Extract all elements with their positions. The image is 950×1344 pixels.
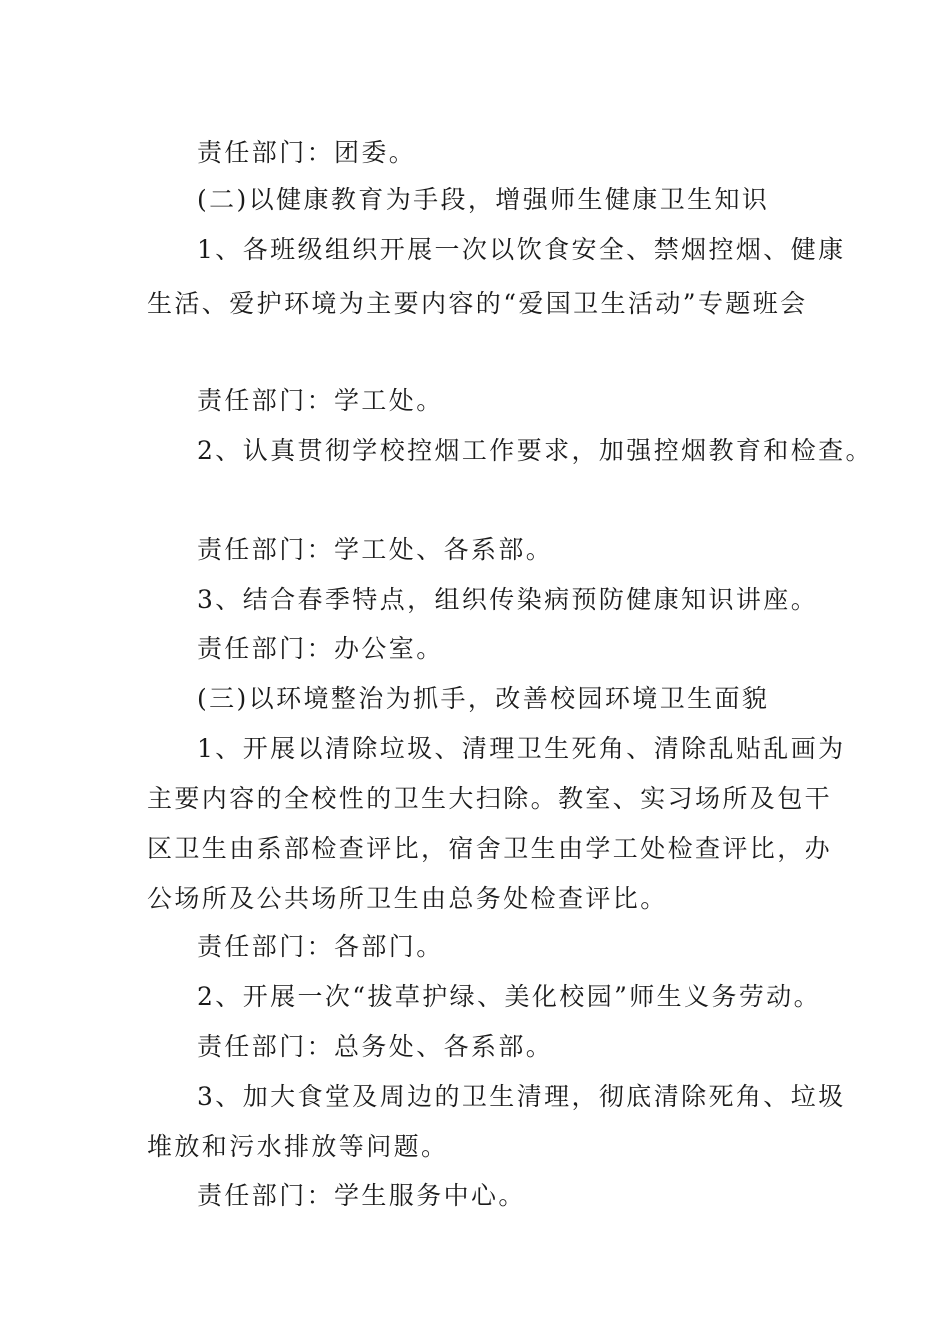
responsible-dept-line: 责任部门：学生服务中心。: [197, 1181, 526, 1210]
section-heading: (二)以健康教育为手段，增强师生健康卫生知识: [197, 185, 770, 214]
item-text: 1、各班级组织开展一次以饮食安全、禁烟控烟、健康: [197, 235, 846, 264]
responsible-dept-line: 责任部门：各部门。: [197, 932, 444, 961]
item-text: 1、开展以清除垃圾、清理卫生死角、清除乱贴乱画为: [197, 734, 846, 763]
item-text: 3、加大食堂及周边的卫生清理，彻底清除死角、垃圾: [197, 1082, 846, 1111]
item-text-continued: 生活、爱护环境为主要内容的“爱国卫生活动”专题班会: [147, 289, 808, 318]
responsible-dept-line: 责任部门：办公室。: [197, 634, 444, 663]
item-text-continued: 公场所及公共场所卫生由总务处检查评比。: [147, 884, 668, 913]
item-text-continued: 堆放和污水排放等问题。: [147, 1132, 449, 1161]
item-text: 2、认真贯彻学校控烟工作要求，加强控烟教育和检查。: [197, 436, 873, 465]
responsible-dept-line: 责任部门：学工处。: [197, 386, 444, 415]
item-text-continued: 主要内容的全校性的卫生大扫除。教室、实习场所及包干: [147, 784, 833, 813]
section-heading: (三)以环境整治为抓手，改善校园环境卫生面貌: [197, 684, 770, 713]
item-text: 2、开展一次“拔草护绿、美化校园”师生义务劳动。: [197, 982, 822, 1011]
responsible-dept-line: 责任部门：团委。: [197, 138, 417, 167]
responsible-dept-line: 责任部门：总务处、各系部。: [197, 1032, 554, 1061]
item-text-continued: 区卫生由系部检查评比，宿舍卫生由学工处检查评比，办: [147, 834, 833, 863]
responsible-dept-line: 责任部门：学工处、各系部。: [197, 535, 554, 564]
item-text: 3、结合春季特点，组织传染病预防健康知识讲座。: [197, 585, 819, 614]
